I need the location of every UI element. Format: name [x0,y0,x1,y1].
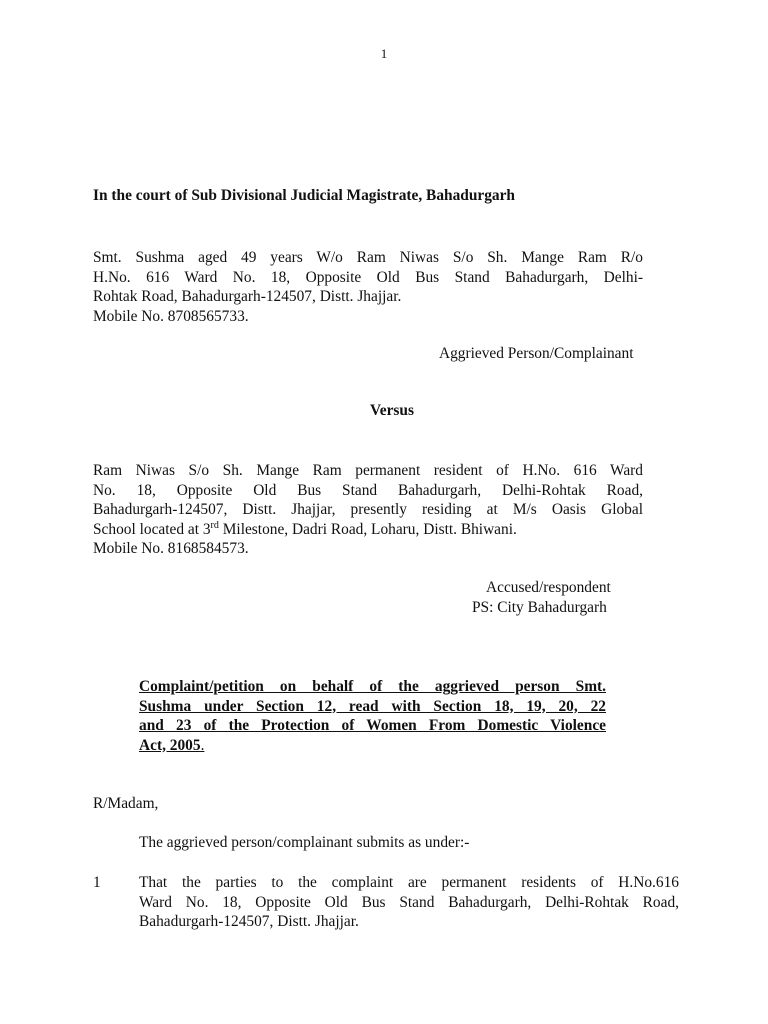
subject-line: and 23 of the Protection of Women From Domestic Violence [139,717,606,734]
complainant-line: Smt. Sushma aged 49 years W/o Ram Niwas S/o Sh. Mange Ram R/o [93,249,643,266]
complainant-details [93,248,643,326]
accused-role: Accused/respondent [486,579,611,596]
accused-line-text: Milestone, Dadri Road, Loharu, Distt. Bhiwani. [218,520,517,538]
complainant-role: Aggrieved Person/Complainant [439,345,634,362]
subject-period: . [200,736,205,754]
accused-line-text: School located at 3 [93,520,211,538]
point-line: That the parties to the complaint are permanent residents of H.No.616 [139,874,679,891]
subject-line [139,736,606,756]
complainant-line: H.No. 616 Ward No. 18, Opposite Old Bus Stand Bahadurgarh, Delhi- [93,268,643,286]
accused-line [93,520,643,540]
court-heading: In the court of Sub Divisional Judicial Magistrate, Bahadurgarh [93,187,515,204]
subject-line: Complaint/petition on behalf of the aggrieved person Smt. [139,678,606,695]
point-line: Bahadurgarh-124507, Distt. Jhajjar. [139,913,359,930]
complainant-line: Rohtak Road, Bahadurgarh-124507, Distt. Jhajjar. [93,288,402,305]
page-number: 1 [380,46,388,61]
accused-line: Ram Niwas S/o Sh. Mange Ram permanent resident of H.No. 616 Ward [93,462,643,479]
versus-heading: Versus [370,402,414,419]
intro-statement: The aggrieved person/complainant submits as under:- [139,834,470,851]
accused-line: Bahadurgarh-124507, Distt. Jhajjar, presently residing at M/s Oasis Global [93,501,643,518]
salutation: R/Madam, [93,795,159,812]
point-number: 1 [93,874,101,891]
subject-line: Sushma under Section 12, read with Section 18, 19, 20, 22 [139,697,606,715]
point-line: Ward No. 18, Opposite Old Bus Stand Bahadurgarh, Delhi-Rohtak Road, [139,893,679,911]
accused-mobile: Mobile No. 8168584573. [93,540,249,557]
complainant-mobile: Mobile No. 8708565733. [93,307,249,325]
point-text [139,873,679,932]
police-station: PS: City Bahadurgarh [472,599,607,616]
accused-details [93,461,643,559]
complaint-subject [139,677,606,755]
accused-line: No. 18, Opposite Old Bus Stand Bahadurgarh, Delhi-Rohtak Road, [93,481,643,499]
subject-line-text: Act, 2005 [139,736,201,754]
ordinal-suffix: rd [210,519,219,531]
